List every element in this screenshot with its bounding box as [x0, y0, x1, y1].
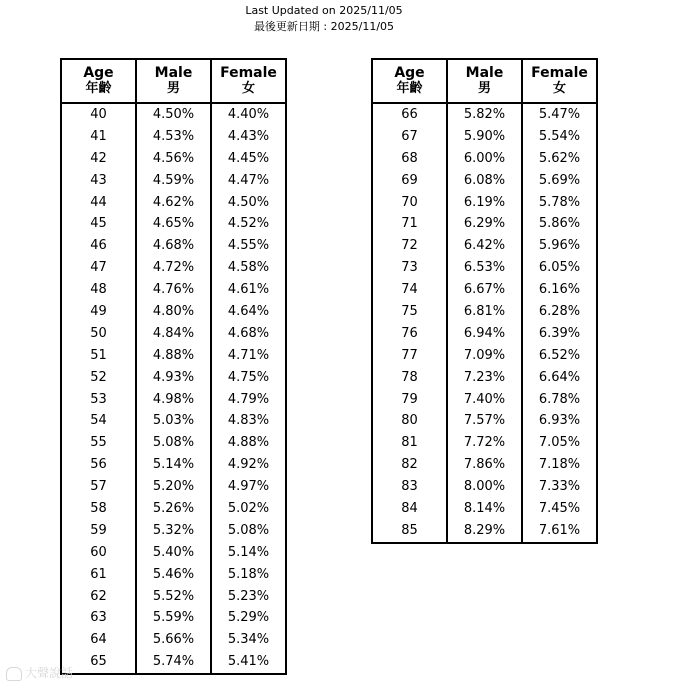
table-row [61, 170, 286, 192]
male-rate-cell: 6.67% [447, 279, 522, 301]
table-row [61, 103, 286, 126]
female-rate-cell: 6.05% [522, 257, 597, 279]
age-cell: 49 [61, 301, 136, 323]
age-cell: 51 [61, 345, 136, 367]
female-rate-cell: 7.61% [522, 520, 597, 543]
age-cell: 82 [372, 454, 447, 476]
table-row [372, 103, 597, 126]
male-rate-cell: 6.42% [447, 235, 522, 257]
female-rate-cell: 4.64% [211, 301, 286, 323]
male-rate-cell: 8.14% [447, 498, 522, 520]
female-rate-cell: 7.05% [522, 432, 597, 454]
page-header [0, 3, 648, 35]
male-rate-cell: 7.40% [447, 389, 522, 411]
table-row [372, 389, 597, 411]
female-rate-cell: 4.55% [211, 235, 286, 257]
female-rate-cell: 5.86% [522, 213, 597, 235]
table-row [61, 213, 286, 235]
table-row [61, 301, 286, 323]
age-cell: 81 [372, 432, 447, 454]
female-rate-cell: 4.47% [211, 170, 286, 192]
female-rate-cell: 4.50% [211, 192, 286, 214]
male-rate-cell: 6.53% [447, 257, 522, 279]
male-rate-cell: 5.40% [136, 542, 211, 564]
table-row [372, 148, 597, 170]
female-rate-cell: 5.14% [211, 542, 286, 564]
table-row [372, 170, 597, 192]
male-rate-cell: 7.09% [447, 345, 522, 367]
female-rate-cell: 6.52% [522, 345, 597, 367]
table-row [61, 279, 286, 301]
age-cell: 59 [61, 520, 136, 542]
female-rate-cell: 7.45% [522, 498, 597, 520]
age-cell: 53 [61, 389, 136, 411]
female-column-header: Female 女 [211, 59, 286, 103]
age-cell: 75 [372, 301, 447, 323]
male-rate-cell: 4.84% [136, 323, 211, 345]
table-row [372, 257, 597, 279]
table-row [61, 607, 286, 629]
table-row [61, 629, 286, 651]
watermark-text: 大聲說話 [25, 666, 74, 680]
age-cell: 60 [61, 542, 136, 564]
age-cell: 73 [372, 257, 447, 279]
age-cell: 54 [61, 410, 136, 432]
male-rate-cell: 6.29% [447, 213, 522, 235]
female-rate-cell: 4.75% [211, 367, 286, 389]
age-cell: 72 [372, 235, 447, 257]
table-row [61, 432, 286, 454]
table-header-row [61, 59, 286, 103]
male-rate-cell: 4.88% [136, 345, 211, 367]
age-cell: 58 [61, 498, 136, 520]
age-cell: 83 [372, 476, 447, 498]
age-cell: 85 [372, 520, 447, 543]
table-row [372, 192, 597, 214]
male-rate-cell: 5.90% [447, 126, 522, 148]
female-rate-cell: 6.93% [522, 410, 597, 432]
age-cell: 68 [372, 148, 447, 170]
male-rate-cell: 5.26% [136, 498, 211, 520]
age-cell: 74 [372, 279, 447, 301]
table-row [372, 323, 597, 345]
rate-table-ages-40-65 [60, 58, 287, 675]
table-row [61, 520, 286, 542]
rate-table-ages-66-85 [371, 58, 598, 544]
male-rate-cell: 4.76% [136, 279, 211, 301]
table-row [372, 213, 597, 235]
age-cell: 70 [372, 192, 447, 214]
female-rate-cell: 6.28% [522, 301, 597, 323]
male-rate-cell: 6.19% [447, 192, 522, 214]
female-rate-cell: 4.79% [211, 389, 286, 411]
table-row [61, 257, 286, 279]
male-rate-cell: 4.50% [136, 103, 211, 126]
age-cell: 80 [372, 410, 447, 432]
male-rate-cell: 5.03% [136, 410, 211, 432]
age-cell: 41 [61, 126, 136, 148]
age-cell: 48 [61, 279, 136, 301]
age-cell: 55 [61, 432, 136, 454]
age-cell: 56 [61, 454, 136, 476]
male-rate-cell: 4.56% [136, 148, 211, 170]
table-row [372, 498, 597, 520]
age-cell: 47 [61, 257, 136, 279]
age-cell: 77 [372, 345, 447, 367]
female-rate-cell: 5.96% [522, 235, 597, 257]
age-cell: 45 [61, 213, 136, 235]
age-cell: 64 [61, 629, 136, 651]
female-rate-cell: 5.08% [211, 520, 286, 542]
female-rate-cell: 4.71% [211, 345, 286, 367]
male-rate-cell: 5.59% [136, 607, 211, 629]
age-cell: 67 [372, 126, 447, 148]
male-rate-cell: 5.32% [136, 520, 211, 542]
female-rate-cell: 5.34% [211, 629, 286, 651]
age-column-header: Age 年齡 [61, 59, 136, 103]
male-rate-cell: 5.14% [136, 454, 211, 476]
female-rate-cell: 4.88% [211, 432, 286, 454]
table-row [372, 301, 597, 323]
male-rate-cell: 5.66% [136, 629, 211, 651]
male-rate-cell: 5.74% [136, 651, 211, 674]
female-rate-cell: 6.39% [522, 323, 597, 345]
table-row [372, 520, 597, 543]
male-rate-cell: 4.72% [136, 257, 211, 279]
male-rate-cell: 7.23% [447, 367, 522, 389]
table-header-row [372, 59, 597, 103]
male-rate-cell: 7.72% [447, 432, 522, 454]
age-cell: 84 [372, 498, 447, 520]
female-rate-cell: 4.61% [211, 279, 286, 301]
table-row [61, 454, 286, 476]
age-cell: 79 [372, 389, 447, 411]
table-row [372, 126, 597, 148]
female-rate-cell: 5.78% [522, 192, 597, 214]
male-rate-cell: 8.00% [447, 476, 522, 498]
last-updated-zh: 最後更新日期 : 2025/11/05 [253, 20, 395, 33]
female-column-header: Female 女 [522, 59, 597, 103]
male-rate-cell: 5.82% [447, 103, 522, 126]
female-rate-cell: 6.78% [522, 389, 597, 411]
male-column-header: Male 男 [447, 59, 522, 103]
table-row [372, 454, 597, 476]
age-cell: 66 [372, 103, 447, 126]
male-rate-cell: 5.46% [136, 564, 211, 586]
female-rate-cell: 7.18% [522, 454, 597, 476]
female-rate-cell: 7.33% [522, 476, 597, 498]
age-cell: 40 [61, 103, 136, 126]
female-rate-cell: 6.16% [522, 279, 597, 301]
table-row [372, 345, 597, 367]
age-cell: 46 [61, 235, 136, 257]
table-row [61, 192, 286, 214]
male-rate-cell: 5.52% [136, 586, 211, 608]
table-row [61, 542, 286, 564]
female-rate-cell: 4.92% [211, 454, 286, 476]
female-rate-cell: 4.68% [211, 323, 286, 345]
table-row [61, 564, 286, 586]
male-rate-cell: 4.68% [136, 235, 211, 257]
age-cell: 76 [372, 323, 447, 345]
female-rate-cell: 4.45% [211, 148, 286, 170]
male-rate-cell: 6.94% [447, 323, 522, 345]
female-rate-cell: 5.54% [522, 126, 597, 148]
male-rate-cell: 6.81% [447, 301, 522, 323]
male-rate-cell: 8.29% [447, 520, 522, 543]
female-rate-cell: 5.18% [211, 564, 286, 586]
male-rate-cell: 7.86% [447, 454, 522, 476]
female-rate-cell: 4.58% [211, 257, 286, 279]
age-cell: 43 [61, 170, 136, 192]
male-rate-cell: 4.53% [136, 126, 211, 148]
last-updated-en: Last Updated on 2025/11/05 [245, 4, 403, 17]
female-rate-cell: 5.62% [522, 148, 597, 170]
female-rate-cell: 4.43% [211, 126, 286, 148]
table-row [61, 367, 286, 389]
male-column-header: Male 男 [136, 59, 211, 103]
table-row [372, 235, 597, 257]
female-rate-cell: 5.47% [522, 103, 597, 126]
female-rate-cell: 4.52% [211, 213, 286, 235]
male-rate-cell: 5.20% [136, 476, 211, 498]
table-row [372, 476, 597, 498]
male-rate-cell: 4.62% [136, 192, 211, 214]
table-row [61, 410, 286, 432]
female-rate-cell: 6.64% [522, 367, 597, 389]
table-row [61, 651, 286, 674]
male-rate-cell: 6.08% [447, 170, 522, 192]
female-rate-cell: 4.83% [211, 410, 286, 432]
table-row [61, 126, 286, 148]
male-rate-cell: 4.80% [136, 301, 211, 323]
age-cell: 71 [372, 213, 447, 235]
table-row [61, 586, 286, 608]
table-row [61, 235, 286, 257]
age-column-header: Age 年齡 [372, 59, 447, 103]
table-row [372, 279, 597, 301]
female-rate-cell: 4.40% [211, 103, 286, 126]
age-cell: 52 [61, 367, 136, 389]
age-cell: 78 [372, 367, 447, 389]
table-row [61, 345, 286, 367]
age-cell: 57 [61, 476, 136, 498]
watermark [6, 664, 73, 681]
table-row [61, 148, 286, 170]
male-rate-cell: 4.93% [136, 367, 211, 389]
table-row [372, 410, 597, 432]
age-cell: 69 [372, 170, 447, 192]
male-rate-cell: 4.65% [136, 213, 211, 235]
age-cell: 44 [61, 192, 136, 214]
table-row [372, 432, 597, 454]
female-rate-cell: 5.02% [211, 498, 286, 520]
table-row [61, 323, 286, 345]
age-cell: 50 [61, 323, 136, 345]
female-rate-cell: 4.97% [211, 476, 286, 498]
age-cell: 63 [61, 607, 136, 629]
age-cell: 62 [61, 586, 136, 608]
female-rate-cell: 5.23% [211, 586, 286, 608]
male-rate-cell: 6.00% [447, 148, 522, 170]
table-row [372, 367, 597, 389]
table-row [61, 389, 286, 411]
female-rate-cell: 5.41% [211, 651, 286, 674]
table-row [61, 498, 286, 520]
age-cell: 65 [61, 651, 136, 674]
age-cell: 42 [61, 148, 136, 170]
table-row [61, 476, 286, 498]
male-rate-cell: 4.98% [136, 389, 211, 411]
male-rate-cell: 4.59% [136, 170, 211, 192]
watermark-logo-icon [6, 667, 22, 681]
male-rate-cell: 5.08% [136, 432, 211, 454]
male-rate-cell: 7.57% [447, 410, 522, 432]
female-rate-cell: 5.29% [211, 607, 286, 629]
female-rate-cell: 5.69% [522, 170, 597, 192]
age-cell: 61 [61, 564, 136, 586]
